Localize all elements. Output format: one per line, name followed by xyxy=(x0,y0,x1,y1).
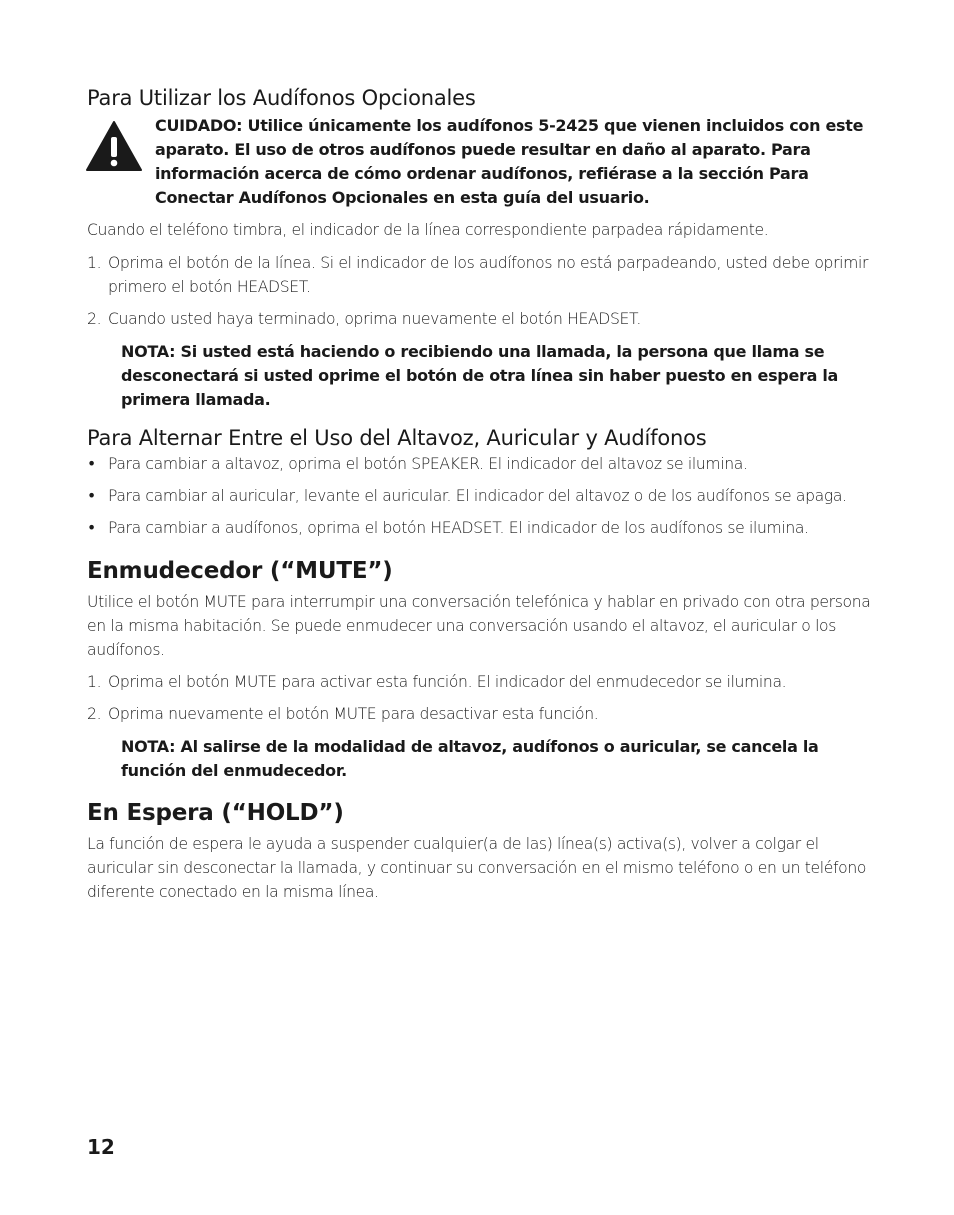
list-item: 2. Oprima nuevamente el botón MUTE para desactivar esta función. xyxy=(87,705,599,723)
mute-note: NOTA: Al salirse de la modalidad de altavoz, audífonos o auricular, se cancela la función del enmudecedor. xyxy=(121,737,819,780)
section-heading-mute: Enmudecedor (“MUTE”) xyxy=(87,558,393,584)
list-item: • Para cambiar a altavoz, oprima el botón SPEAKER. El indicador del altavoz se ilumina. xyxy=(87,455,748,473)
list-item: • Para cambiar al auricular, levante el auricular. El indicador del altavoz o de los audífonos se apaga. xyxy=(87,487,847,505)
section-heading-switch: Para Alternar Entre el Uso del Altavoz, Auricular y Audífonos xyxy=(87,426,707,450)
headset-intro: Cuando el teléfono timbra, el indicador de la línea correspondiente parpadea rápidamente. xyxy=(87,221,769,239)
mute-intro: Utilice el botón MUTE para interrumpir una conversación telefónica y hablar en privado con otra persona en la misma habitación. Se puede enmudecer una conversación usando el altavoz, el auricular o los audífonos. xyxy=(87,593,871,659)
page-number: 12 xyxy=(87,1135,115,1159)
list-item: 1. Oprima el botón de la línea. Si el indicador de los audífonos no está parpadeando, usted debe oprimir primero el botón HEADSET. xyxy=(87,254,869,296)
switch-bullets xyxy=(87,452,872,540)
list-item: 1. Oprima el botón MUTE para activar esta función. El indicador del enmudecedor se ilumina. xyxy=(87,673,787,691)
caution-text: CUIDADO: Utilice únicamente los audífonos 5-2425 que vienen incluidos con este aparato. El uso de otros audífonos puede resultar en daño al aparato. Para información acerca de cómo ordenar audífonos, refiérase a la sección Para Conectar Audífonos Opcionales en esta guía del usuario. xyxy=(155,116,864,207)
warning-triangle-icon xyxy=(85,120,143,172)
list-item: • Para cambiar a audífonos, oprima el botón HEADSET. El indicador de los audífonos se ilumina. xyxy=(87,519,809,537)
mute-steps xyxy=(87,670,872,726)
caution-block xyxy=(87,114,872,210)
headset-steps xyxy=(87,251,872,331)
section-heading-hold: En Espera (“HOLD”) xyxy=(87,800,344,826)
page-content xyxy=(87,84,872,904)
list-item: 2. Cuando usted haya terminado, oprima nuevamente el botón HEADSET. xyxy=(87,310,641,328)
section-heading-headset: Para Utilizar los Audífonos Opcionales xyxy=(87,86,476,110)
headset-note: NOTA: Si usted está haciendo o recibiendo una llamada, la persona que llama se desconectará si usted oprime el botón de otra línea sin haber puesto en espera la primera llamada. xyxy=(121,342,839,409)
hold-intro: La función de espera le ayuda a suspender cualquier(a de las) línea(s) activa(s), volver a colgar el auricular sin desconectar la llamada, y continuar su conversación en el mismo teléfono o en un teléfono diferente conectado en la misma línea. xyxy=(87,835,867,901)
